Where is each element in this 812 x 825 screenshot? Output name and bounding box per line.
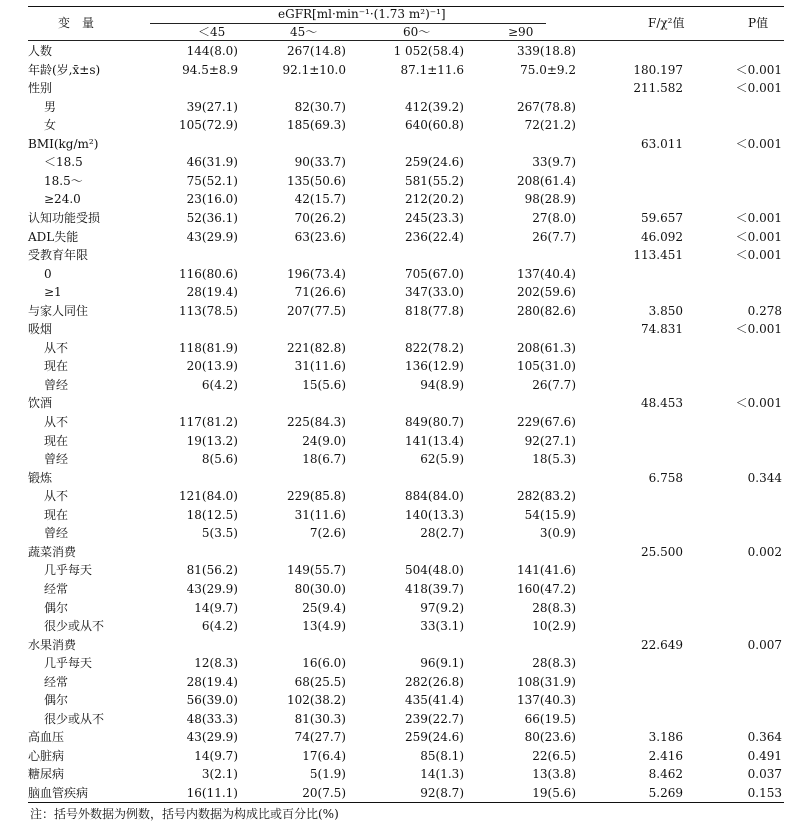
cell-p-value: ＜0.001 — [735, 210, 782, 225]
cell-group-3: 92(8.7) — [420, 786, 464, 800]
cell-p-value: ＜0.001 — [735, 229, 782, 244]
cell-group-3: 412(39.2) — [405, 99, 464, 114]
cell-group-4: 208(61.3) — [517, 340, 576, 355]
cell-group-3: 140(13.3) — [405, 507, 464, 522]
row-label: 经常 — [44, 581, 69, 596]
row-label: ＜18.5 — [44, 155, 83, 170]
row-label: 从不 — [44, 415, 69, 429]
row-label: 几乎每天 — [44, 656, 93, 671]
row-label: 从不 — [44, 340, 69, 355]
cell-group-3: 418(39.7) — [405, 581, 464, 596]
cell-group-2: 92.1±10.0 — [282, 62, 346, 77]
cell-group-3: 96(9.1) — [420, 656, 464, 671]
cell-group-2: 5(1.9) — [309, 767, 346, 782]
row-label: 0 — [44, 266, 52, 281]
cell-group-2: 71(26.6) — [294, 285, 346, 300]
cell-group-3: 259(24.6) — [405, 730, 464, 745]
cell-stat: 211.582 — [633, 81, 683, 96]
cell-group-2: 16(6.0) — [302, 656, 346, 671]
cell-group-4: 339(18.8) — [517, 44, 576, 58]
row-label: 男 — [44, 99, 57, 114]
cell-group-1: 46(31.9) — [186, 155, 238, 170]
cell-group-1: 18(12.5) — [186, 507, 238, 522]
cell-group-1: 75(52.1) — [186, 173, 238, 188]
row-label: ≥24.0 — [44, 192, 81, 207]
row-label: 曾经 — [44, 377, 69, 392]
cell-stat: 46.092 — [641, 229, 683, 244]
cell-group-2: 225(84.3) — [287, 415, 346, 429]
cell-group-1: 12(8.3) — [194, 656, 238, 671]
cell-group-1: 52(36.1) — [186, 210, 238, 225]
cell-group-1: 14(9.7) — [194, 748, 238, 763]
header-group-3: 60～ — [403, 25, 431, 39]
cell-group-4: 267(78.8) — [517, 99, 576, 114]
cell-group-3: 822(78.2) — [405, 340, 464, 355]
cell-group-1: 3(2.1) — [201, 767, 238, 782]
cell-group-1: 19(13.2) — [186, 433, 238, 448]
header-variable: 变 量 — [58, 16, 95, 30]
row-label: 年龄(岁,x̄±s) — [28, 62, 101, 77]
cell-group-4: 105(31.0) — [517, 359, 576, 374]
cell-group-3: 141(13.4) — [405, 433, 464, 448]
cell-group-2: 42(15.7) — [294, 192, 346, 207]
cell-group-2: 81(30.3) — [294, 711, 346, 726]
cell-group-1: 116(80.6) — [179, 266, 238, 281]
cell-group-4: 92(27.1) — [524, 433, 576, 448]
cell-group-4: 208(61.4) — [517, 173, 576, 188]
cell-group-3: 87.1±11.6 — [400, 62, 464, 77]
row-label: 曾经 — [44, 526, 69, 541]
row-label: 曾经 — [44, 452, 69, 467]
cell-stat: 25.500 — [641, 544, 683, 559]
row-label: 经常 — [44, 674, 69, 689]
cell-group-1: 6(4.2) — [201, 619, 238, 634]
row-label: 高血压 — [28, 730, 65, 745]
row-label: ≥1 — [44, 285, 62, 300]
cell-group-3: 85(8.1) — [420, 748, 464, 763]
cell-group-1: 43(29.9) — [186, 581, 238, 596]
cell-group-1: 94.5±8.9 — [182, 62, 238, 77]
cell-group-4: 22(6.5) — [532, 748, 576, 763]
cell-group-3: 236(22.4) — [405, 229, 464, 244]
header-stat: F/χ²值 — [648, 16, 685, 30]
cell-group-2: 17(6.4) — [302, 748, 346, 763]
cell-group-3: 259(24.6) — [405, 155, 464, 170]
cell-group-3: 212(20.2) — [405, 192, 464, 207]
cell-group-4: 18(5.3) — [532, 452, 576, 467]
cell-group-3: 504(48.0) — [405, 563, 464, 578]
row-label: 水果消费 — [28, 637, 77, 652]
row-label: 人数 — [28, 44, 53, 58]
row-label: 现在 — [44, 507, 69, 522]
header-group-4: ≥90 — [508, 25, 534, 39]
cell-stat: 5.269 — [648, 786, 683, 800]
cell-group-4: 26(7.7) — [532, 229, 576, 244]
row-label: 偶尔 — [44, 600, 69, 615]
cell-p-value: ＜0.001 — [735, 62, 782, 77]
row-label: 脑血管疾病 — [28, 786, 89, 800]
row-label: 性别 — [28, 81, 53, 96]
row-label: 很少或从不 — [44, 711, 105, 726]
cell-group-4: 229(67.6) — [517, 415, 576, 429]
cell-group-2: 70(26.2) — [294, 210, 346, 225]
header-egfr: eGFR[ml·min⁻¹·(1.73 m²)⁻¹] — [278, 7, 446, 21]
cell-group-2: 90(33.7) — [294, 155, 346, 170]
row-label: BMI(kg/m²) — [28, 136, 99, 151]
row-label: 从不 — [44, 489, 69, 504]
cell-group-4: 28(8.3) — [532, 656, 576, 671]
cell-group-3: 347(33.0) — [405, 285, 464, 300]
cell-group-2: 63(23.6) — [294, 229, 346, 244]
row-label: 锻炼 — [28, 470, 53, 485]
header-group-2: 45～ — [290, 25, 318, 39]
cell-stat: 48.453 — [641, 396, 683, 411]
cell-group-4: 54(15.9) — [524, 507, 576, 522]
row-label: 几乎每天 — [44, 563, 93, 578]
cell-group-1: 81(56.2) — [186, 563, 238, 578]
cell-group-2: 68(25.5) — [294, 674, 346, 689]
row-label: 认知功能受损 — [28, 210, 101, 225]
cell-group-2: 18(6.7) — [302, 452, 346, 467]
cell-group-1: 43(29.9) — [186, 229, 238, 244]
cell-group-2: 20(7.5) — [302, 786, 346, 800]
cell-group-3: 94(8.9) — [420, 377, 464, 392]
cell-group-1: 39(27.1) — [186, 99, 238, 114]
cell-group-2: 221(82.8) — [287, 340, 346, 355]
cell-p-value: ＜0.001 — [735, 396, 782, 411]
cell-group-1: 5(3.5) — [201, 526, 238, 541]
cell-group-3: 62(5.9) — [420, 452, 464, 467]
cell-group-2: 82(30.7) — [294, 99, 346, 114]
cell-stat: 22.649 — [641, 637, 683, 652]
cell-group-3: 1 052(58.4) — [393, 44, 464, 58]
cell-group-4: 141(41.6) — [517, 563, 576, 578]
cell-p-value: 0.278 — [747, 303, 782, 318]
cell-group-3: 14(1.3) — [420, 767, 464, 782]
cell-stat: 3.186 — [648, 730, 683, 745]
cell-group-4: 137(40.4) — [517, 266, 576, 281]
cell-group-1: 113(78.5) — [179, 303, 238, 318]
cell-group-4: 137(40.3) — [517, 693, 576, 708]
cell-p-value: 0.364 — [747, 730, 782, 745]
row-label: 女 — [44, 118, 57, 133]
cell-group-1: 117(81.2) — [179, 415, 238, 429]
cell-group-4: 108(31.9) — [517, 674, 576, 689]
cell-group-4: 282(83.2) — [517, 489, 576, 504]
cell-stat: 63.011 — [641, 136, 683, 151]
cell-group-2: 267(14.8) — [287, 44, 346, 58]
cell-stat: 8.462 — [648, 767, 683, 782]
row-label: 现在 — [44, 433, 69, 448]
cell-stat: 113.451 — [633, 248, 683, 263]
cell-group-1: 6(4.2) — [201, 377, 238, 392]
cell-group-2: 24(9.0) — [302, 433, 346, 448]
cell-group-3: 818(77.8) — [405, 303, 464, 318]
cell-group-1: 105(72.9) — [179, 118, 238, 133]
cell-group-3: 136(12.9) — [405, 359, 464, 374]
cell-group-4: 80(23.6) — [524, 730, 576, 745]
cell-stat: 180.197 — [633, 62, 683, 77]
cell-group-2: 229(85.8) — [287, 489, 346, 504]
cell-stat: 2.416 — [648, 748, 683, 763]
cell-group-3: 640(60.8) — [405, 118, 464, 133]
cell-group-4: 27(8.0) — [532, 210, 576, 225]
cell-p-value: 0.344 — [747, 470, 782, 485]
cell-group-1: 43(29.9) — [186, 730, 238, 745]
cell-group-1: 144(8.0) — [186, 44, 238, 58]
row-label: ADL失能 — [28, 229, 79, 244]
row-label: 吸烟 — [28, 322, 53, 337]
cell-group-2: 102(38.2) — [287, 693, 346, 708]
cell-group-3: 282(26.8) — [405, 674, 464, 689]
cell-group-4: 98(28.9) — [524, 192, 576, 207]
cell-group-2: 25(9.4) — [302, 600, 346, 615]
cell-group-1: 8(5.6) — [201, 452, 238, 467]
cell-p-value: ＜0.001 — [735, 322, 782, 337]
cell-group-2: 185(69.3) — [287, 118, 346, 133]
cell-p-value: ＜0.001 — [735, 136, 782, 151]
cell-group-1: 121(84.0) — [179, 489, 238, 504]
cell-group-3: 705(67.0) — [405, 266, 464, 281]
cell-stat: 59.657 — [641, 210, 683, 225]
cell-group-2: 7(2.6) — [309, 526, 346, 541]
cell-group-2: 13(4.9) — [302, 619, 346, 634]
table-note: 注：括号外数据为例数，括号内数据为构成比或百分比(%) — [30, 807, 339, 821]
row-label: 现在 — [44, 359, 69, 374]
row-label: 很少或从不 — [44, 619, 105, 634]
cell-p-value: 0.153 — [747, 786, 782, 800]
cell-p-value: 0.007 — [747, 637, 782, 652]
cell-p-value: ＜0.001 — [735, 248, 782, 263]
cell-group-1: 56(39.0) — [186, 693, 238, 708]
row-label: 与家人同住 — [28, 303, 89, 318]
cell-group-4: 26(7.7) — [532, 377, 576, 392]
cell-stat: 74.831 — [641, 322, 683, 337]
cell-group-4: 33(9.7) — [532, 155, 576, 170]
cell-group-1: 16(11.1) — [186, 786, 238, 800]
cell-p-value: 0.037 — [747, 767, 782, 782]
cell-group-4: 13(3.8) — [532, 767, 576, 782]
cell-stat: 3.850 — [648, 303, 683, 318]
cell-group-3: 28(2.7) — [420, 526, 464, 541]
cell-group-3: 884(84.0) — [405, 489, 464, 504]
cell-group-4: 202(59.6) — [517, 285, 576, 300]
cell-group-4: 66(19.5) — [524, 711, 576, 726]
cell-group-2: 207(77.5) — [287, 303, 346, 318]
cell-group-2: 80(30.0) — [294, 581, 346, 596]
row-label: 偶尔 — [44, 693, 69, 708]
cell-group-4: 160(47.2) — [517, 581, 576, 596]
cell-group-1: 48(33.3) — [186, 711, 238, 726]
cell-group-3: 435(41.4) — [405, 693, 464, 708]
cell-p-value: ＜0.001 — [735, 81, 782, 96]
cell-group-2: 31(11.6) — [294, 507, 346, 522]
cell-group-4: 28(8.3) — [532, 600, 576, 615]
cell-group-2: 149(55.7) — [287, 563, 346, 578]
cell-p-value: 0.002 — [747, 544, 782, 559]
cell-group-1: 14(9.7) — [194, 600, 238, 615]
row-label: 心脏病 — [28, 748, 65, 763]
cell-group-3: 97(9.2) — [420, 600, 464, 615]
cell-group-1: 23(16.0) — [186, 192, 238, 207]
cell-group-1: 118(81.9) — [179, 340, 238, 355]
cell-group-2: 135(50.6) — [287, 173, 346, 188]
cell-group-3: 239(22.7) — [405, 711, 464, 726]
cell-group-4: 19(5.6) — [532, 786, 576, 800]
cell-group-1: 20(13.9) — [186, 359, 238, 374]
row-label: 18.5～ — [44, 173, 83, 188]
row-label: 饮酒 — [28, 396, 53, 411]
cell-group-2: 31(11.6) — [294, 359, 346, 374]
cell-group-4: 72(21.2) — [524, 118, 576, 133]
cell-group-2: 196(73.4) — [287, 266, 346, 281]
header-group-1: ＜45 — [198, 25, 226, 39]
cell-group-3: 245(23.3) — [405, 210, 464, 225]
row-label: 蔬菜消费 — [28, 544, 77, 559]
cell-group-4: 3(0.9) — [539, 526, 576, 541]
cell-group-4: 10(2.9) — [532, 619, 576, 634]
cell-group-3: 33(3.1) — [420, 619, 464, 634]
cell-group-1: 28(19.4) — [186, 674, 238, 689]
cell-group-3: 581(55.2) — [405, 173, 464, 188]
cell-group-4: 75.0±9.2 — [520, 62, 576, 77]
cell-group-4: 280(82.6) — [517, 303, 576, 318]
cell-group-1: 28(19.4) — [186, 285, 238, 300]
cell-p-value: 0.491 — [747, 748, 782, 763]
header-p: P值 — [748, 16, 769, 30]
cell-group-2: 74(27.7) — [294, 730, 346, 745]
cell-group-2: 15(5.6) — [302, 377, 346, 392]
row-label: 受教育年限 — [28, 248, 89, 263]
cell-stat: 6.758 — [648, 470, 683, 485]
cell-group-3: 849(80.7) — [405, 415, 464, 429]
row-label: 糖尿病 — [28, 767, 65, 782]
